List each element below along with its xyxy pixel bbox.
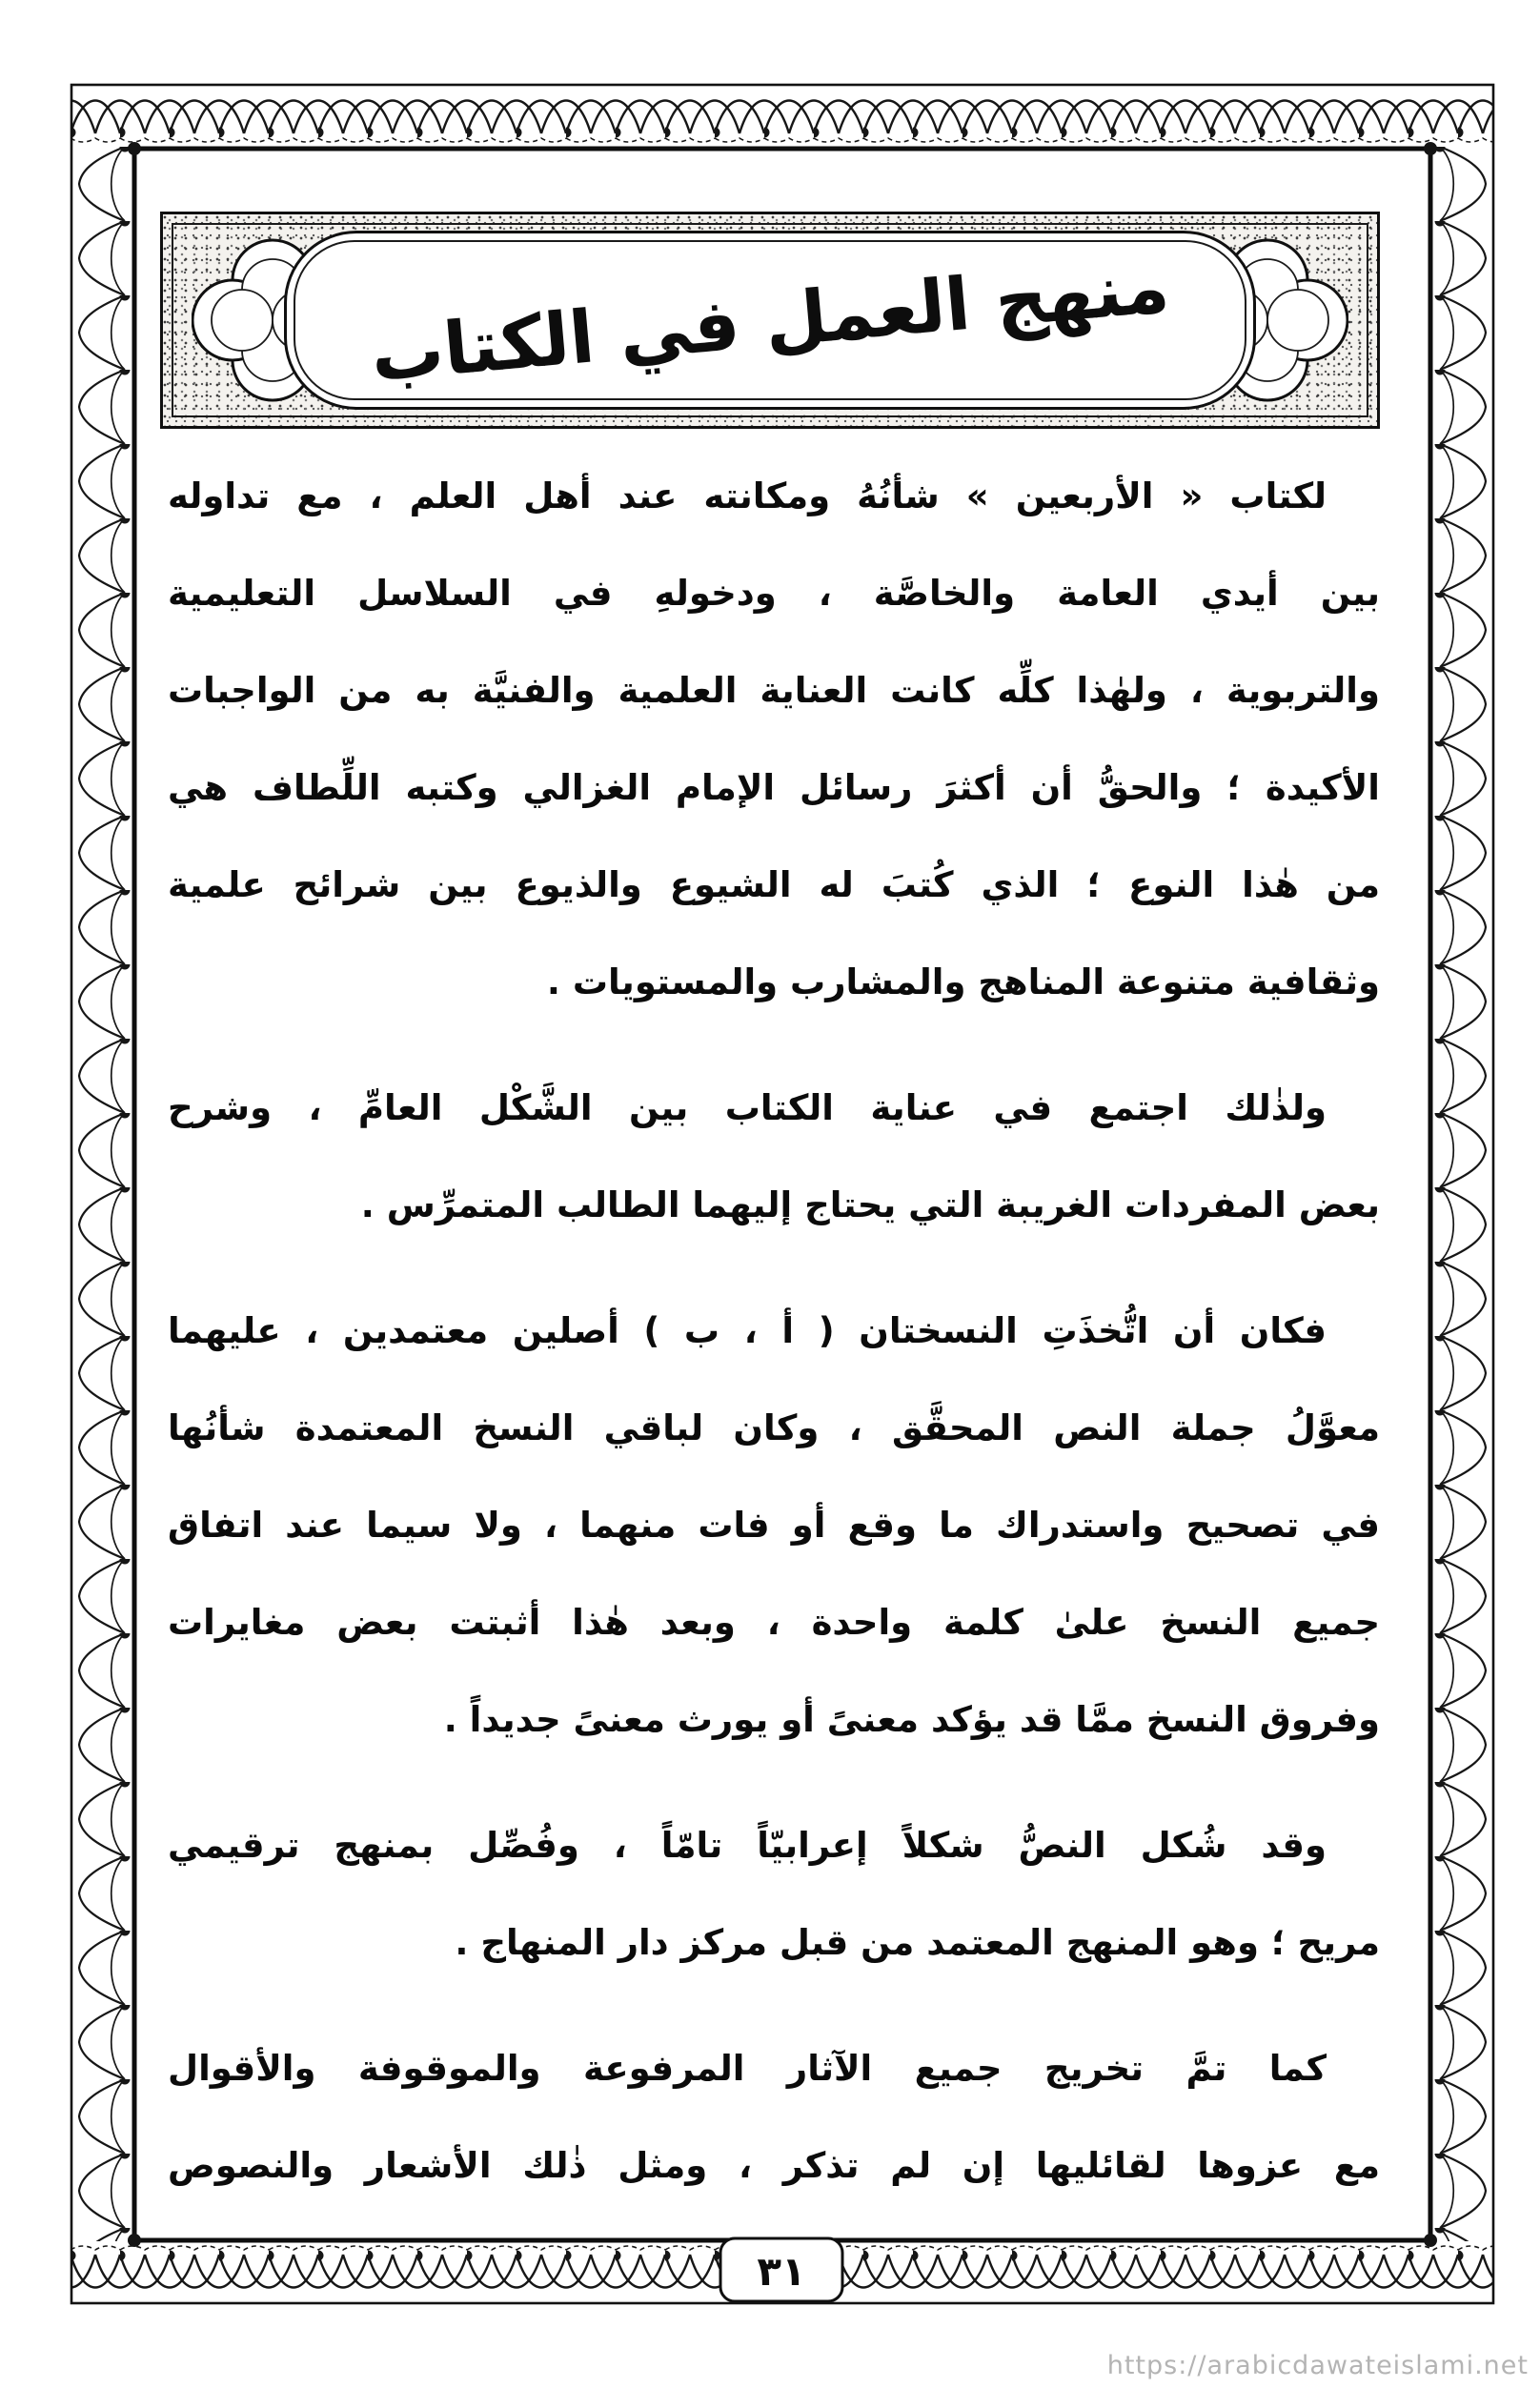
text-line: كما تمَّ تخريج جميع الآثار المرفوعة والموقوفة والأقوال: [168, 2048, 1327, 2089]
text-line: في تصحيح واستدراك ما وقع أو فات منهما ، ولا سيما عند اتفاق: [168, 1505, 1380, 1546]
paragraph: [168, 1797, 1380, 1992]
corner-dot-bottom-right: [1424, 2234, 1437, 2247]
corner-dot-bottom-left: [128, 2234, 141, 2247]
text-line: مع عزوها لقائليها إن لم تذكر ، ومثل ذٰلك الأشعار والنصوص: [168, 2145, 1380, 2186]
paragraph: [168, 2020, 1380, 2215]
text-line: وثقافية متنوعة المناهج والمشارب والمستويات .: [546, 961, 1380, 1002]
corner-dot-top-left: [128, 142, 141, 155]
body-text: [168, 448, 1380, 2243]
chapter-title-ornament: [160, 212, 1380, 429]
text-line: من هٰذا النوع ؛ الذي كُتبَ له الشيوع والذيوع بين شرائح علمية: [168, 864, 1380, 905]
text-line: معوَّلُ جملة النص المحقَّق ، وكان لباقي النسخ المعتمدة شأنُها: [168, 1407, 1380, 1448]
text-line: فكان أن اتُّخذَتِ النسختان ( أ ، ب ) أصلين معتمدين ، عليهما: [168, 1310, 1327, 1351]
text-line: مريح ؛ وهو المنهج المعتمد من قبل مركز دار المنهاج .: [455, 1922, 1380, 1963]
paragraph: [168, 1283, 1380, 1769]
text-line: وفروق النسخ ممَّا قد يؤكد معنىً أو يورث معنىً جديداً .: [443, 1699, 1380, 1740]
text-line: والتربوية ، ولهٰذا كلِّه كانت العناية العلمية والفنيَّة به من الواجبات: [168, 670, 1380, 711]
text-line: بين أيدي العامة والخاصَّة ، ودخولهِ في السلاسل التعليمية: [168, 573, 1380, 614]
corner-dot-top-right: [1424, 142, 1437, 155]
paragraph: [168, 448, 1380, 1031]
text-line: الأكيدة ؛ والحقُّ أن أكثرَ رسائل الإمام الغزالي وكتبه اللِّطاف هي: [168, 767, 1380, 808]
text-line: وقد شُكل النصُّ شكلاً إعرابيّاً تامّاً ، وفُصِّل بمنهج ترقيمي: [168, 1825, 1327, 1866]
watermark-url: https://arabicdawateislami.net: [1106, 2351, 1529, 2380]
chapter-title: منهج العمل في الكتاب: [367, 243, 1173, 397]
title-cartouche: [284, 231, 1256, 410]
text-line: ولذٰلك اجتمع في عناية الكتاب بين الشَّكْل العامِّ ، وشرح: [168, 1087, 1327, 1128]
text-line: لكتاب « الأربعين » شأنُهُ ومكانته عند أهل العلم ، مع تداوله: [168, 476, 1327, 516]
border-band-right: [1431, 147, 1494, 2241]
text-line: جميع النسخ علىٰ كلمة واحدة ، وبعد هٰذا أثبتت بعض مغايرات: [168, 1602, 1380, 1643]
page-number-box: [720, 2238, 842, 2301]
text-line: بعض المفردات الغريبة التي يحتاج إليهما الطالب المتمرِّس .: [360, 1184, 1380, 1225]
border-band-top: [71, 84, 1494, 147]
paragraph: [168, 1060, 1380, 1254]
border-band-left: [71, 147, 133, 2241]
page-number: ٣١: [757, 2248, 806, 2295]
